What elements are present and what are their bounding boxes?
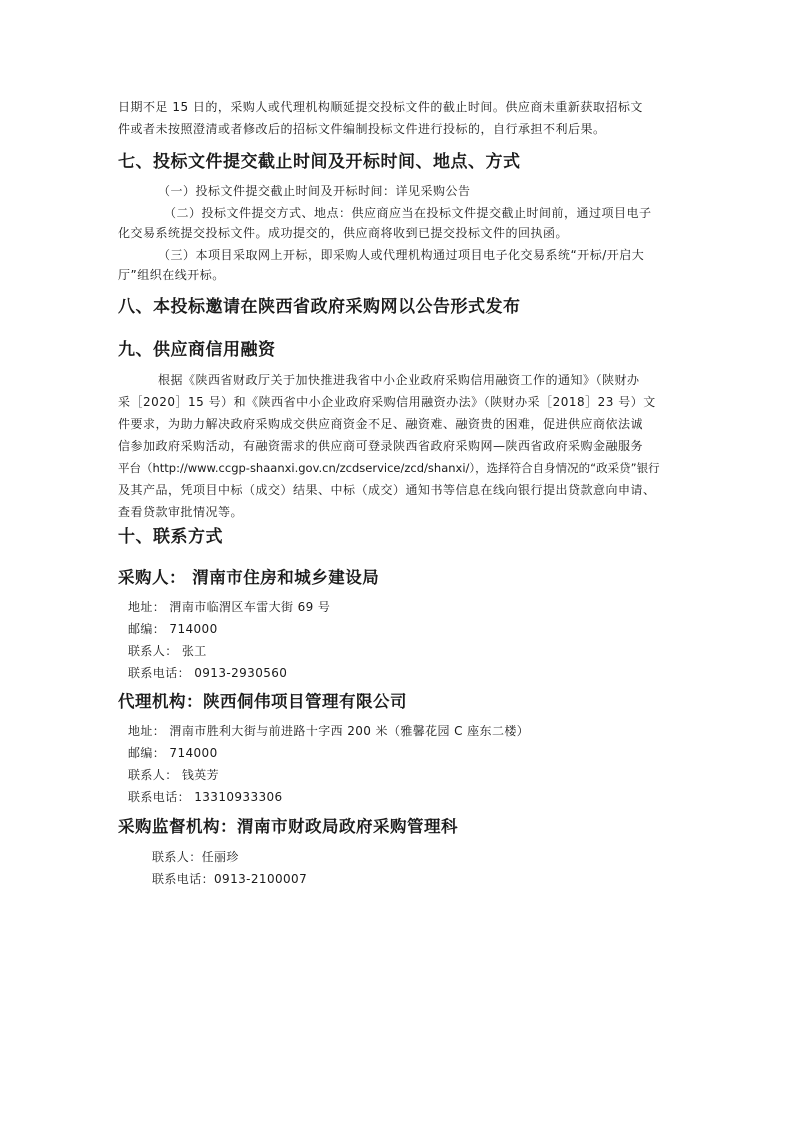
section-9-line-6: 及其产品，凭项目中标（成交）结果、中标（成交）通知书等信息在线向银行提出贷款意向申请、 xyxy=(118,483,656,497)
purchaser-phone: 联系电话： 0913-2930560 xyxy=(128,666,288,680)
section-7-item-2-line-1: （二）投标文件提交方式、地点：供应商应当在投标文件提交截止时间前，通过项目电子 xyxy=(164,206,652,220)
section-7-item-3-line-2: 厅”组织在线开标。 xyxy=(118,268,225,282)
section-9-line-3: 件要求，为助力解决政府采购成交供应商资金不足、融资难、融资贵的困难，促进供应商依法诚 xyxy=(118,417,644,431)
section-10-heading: 十、联系方式 xyxy=(118,527,223,547)
section-7-item-2-line-2: 化交易系统提交投标文件。成功提交的，供应商将收到已提交投标文件的回执函。 xyxy=(118,226,569,240)
agency-phone: 联系电话： 13310933306 xyxy=(128,790,283,804)
agency-address: 地址： 渭南市胜利大街与前进路十字西 200 米（雅馨花园 C 座东二楼） xyxy=(128,724,530,738)
section-8-heading: 八、本投标邀请在陕西省政府采购网以公告形式发布 xyxy=(118,297,521,317)
agency-heading: 代理机构：陕西侗伟项目管理有限公司 xyxy=(118,692,407,711)
section-9-line-7: 查看贷款审批情况等。 xyxy=(118,505,244,519)
purchaser-postcode: 邮编： 714000 xyxy=(128,622,218,636)
purchaser-contact: 联系人： 张工 xyxy=(128,644,207,658)
supervisor-phone: 联系电话：0913-2100007 xyxy=(152,872,308,886)
section-9-line-1: 根据《陕西省财政厅关于加快推进我省中小企业政府采购信用融资工作的通知》（陕财办 xyxy=(158,373,640,387)
supervisor-heading: 采购监督机构：渭南市财政局政府采购管理科 xyxy=(118,817,458,836)
purchaser-heading: 采购人： 渭南市住房和城乡建设局 xyxy=(118,568,380,587)
purchaser-address: 地址： 渭南市临渭区车雷大街 69 号 xyxy=(128,600,331,614)
agency-postcode: 邮编： 714000 xyxy=(128,746,218,760)
section-7-item-1: （一）投标文件提交截止时间及开标时间：详见采购公告 xyxy=(158,184,471,198)
supervisor-contact: 联系人：任丽珍 xyxy=(152,850,239,864)
section-9-line-5: 平台（http://www.ccgp-shaanxi.gov.cn/zcdservice/zcd/shanxi/），选择符合自身情况的“政采贷”银行 xyxy=(118,461,660,475)
section-7-item-3-line-1: （三）本项目采取网上开标，即采购人或代理机构通过项目电子化交易系统“开标/开启大 xyxy=(158,248,645,262)
section-9-line-4: 信参加政府采购活动，有融资需求的供应商可登录陕西省政府采购网—陕西省政府采购金融服务 xyxy=(118,439,644,453)
section-7-heading: 七、投标文件提交截止时间及开标时间、地点、方式 xyxy=(118,152,521,172)
intro-line-2: 件或者未按照澄清或者修改后的招标文件编制投标文件进行投标的，自行承担不利后果。 xyxy=(118,122,606,136)
agency-contact: 联系人： 钱英芳 xyxy=(128,768,220,782)
section-9-line-2: 采［2020］15 号）和《陕西省中小企业政府采购信用融资办法》（陕财办采［2018］23 号）文 xyxy=(118,395,656,409)
intro-line-1: 日期不足 15 日的，采购人或代理机构顺延提交投标文件的截止时间。供应商未重新获取招标文 xyxy=(118,100,643,114)
section-9-heading: 九、供应商信用融资 xyxy=(118,340,276,360)
